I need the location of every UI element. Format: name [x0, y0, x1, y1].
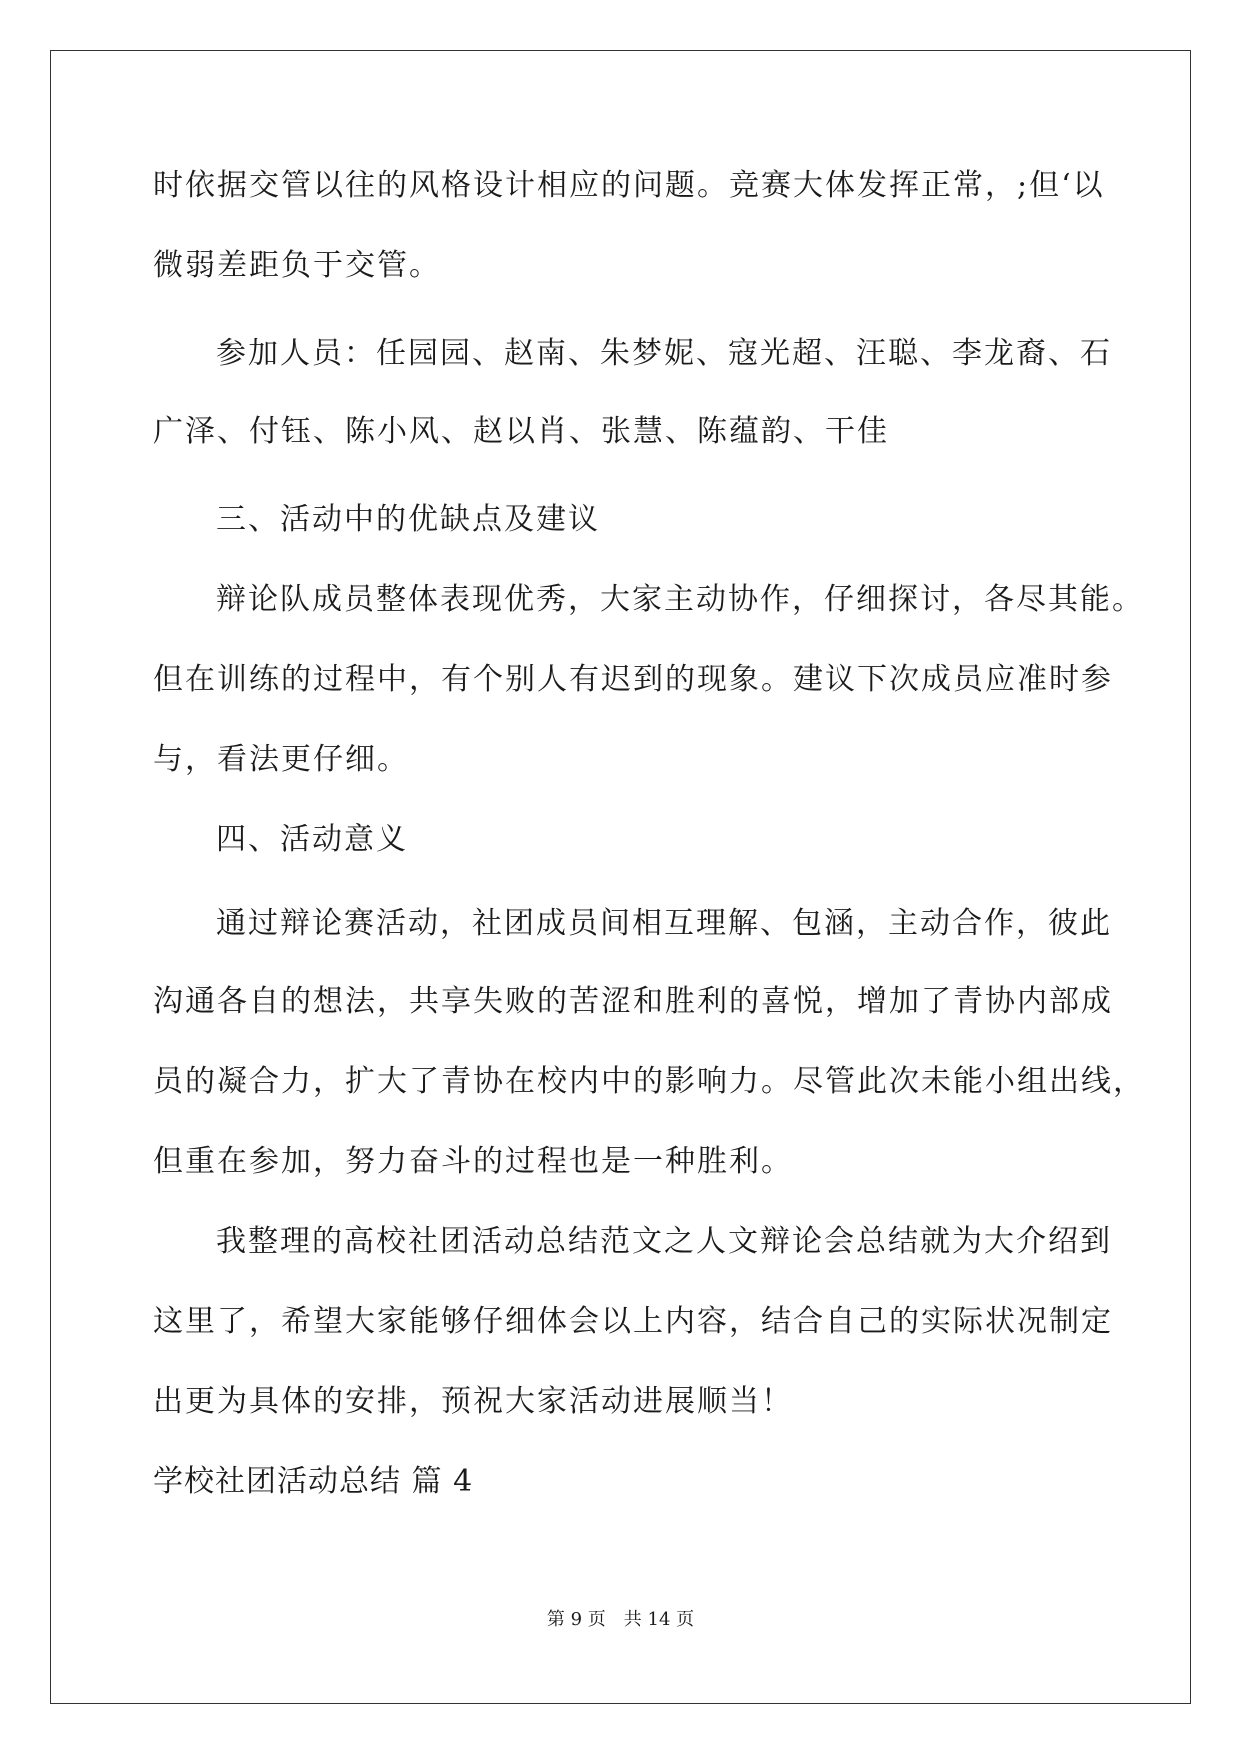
- body-line: 时依据交管以往的风格设计相应的问题。竞赛大体发挥正常，;但‘以: [153, 168, 1105, 203]
- page-number: 第 9 页: [546, 1609, 606, 1630]
- section-heading: 四、活动意义: [216, 822, 408, 857]
- total-pages: 共 14 页: [623, 1609, 695, 1630]
- body-line: 辩论队成员整体表现优秀，大家主动协作，仔细探讨，各尽其能。: [216, 582, 1144, 617]
- body-line: 但在训练的过程中，有个别人有迟到的现象。建议下次成员应准时参: [153, 662, 1113, 697]
- body-line: 微弱差距负于交管。: [153, 248, 441, 283]
- body-line: 但重在参加，努力奋斗的过程也是一种胜利。: [153, 1144, 793, 1179]
- page-footer: [0, 1608, 1241, 1632]
- page-border: [50, 50, 1191, 1704]
- body-line: 与，看法更仔细。: [153, 742, 409, 777]
- body-line: 沟通各自的想法，共享失败的苦涩和胜利的喜悦，增加了青协内部成: [153, 984, 1113, 1019]
- section-heading: 三、活动中的优缺点及建议: [216, 502, 600, 537]
- article-heading: 学校社团活动总结 篇 4: [153, 1464, 474, 1499]
- body-line: 参加人员：任园园、赵南、朱梦妮、寇光超、汪聪、李龙裔、石: [216, 336, 1112, 371]
- body-line: 我整理的高校社团活动总结范文之人文辩论会总结就为大介绍到: [216, 1224, 1112, 1259]
- body-line: 出更为具体的安排，预祝大家活动进展顺当！: [153, 1384, 793, 1419]
- body-line: 通过辩论赛活动，社团成员间相互理解、包涵，主动合作，彼此: [216, 906, 1112, 941]
- body-line: 员的凝合力，扩大了青协在校内中的影响力。尽管此次未能小组出线，: [153, 1064, 1145, 1099]
- body-line: 广泽、付钰、陈小风、赵以肖、张慧、陈蕴韵、干佳: [153, 414, 889, 449]
- body-line: 这里了，希望大家能够仔细体会以上内容，结合自己的实际状况制定: [153, 1304, 1113, 1339]
